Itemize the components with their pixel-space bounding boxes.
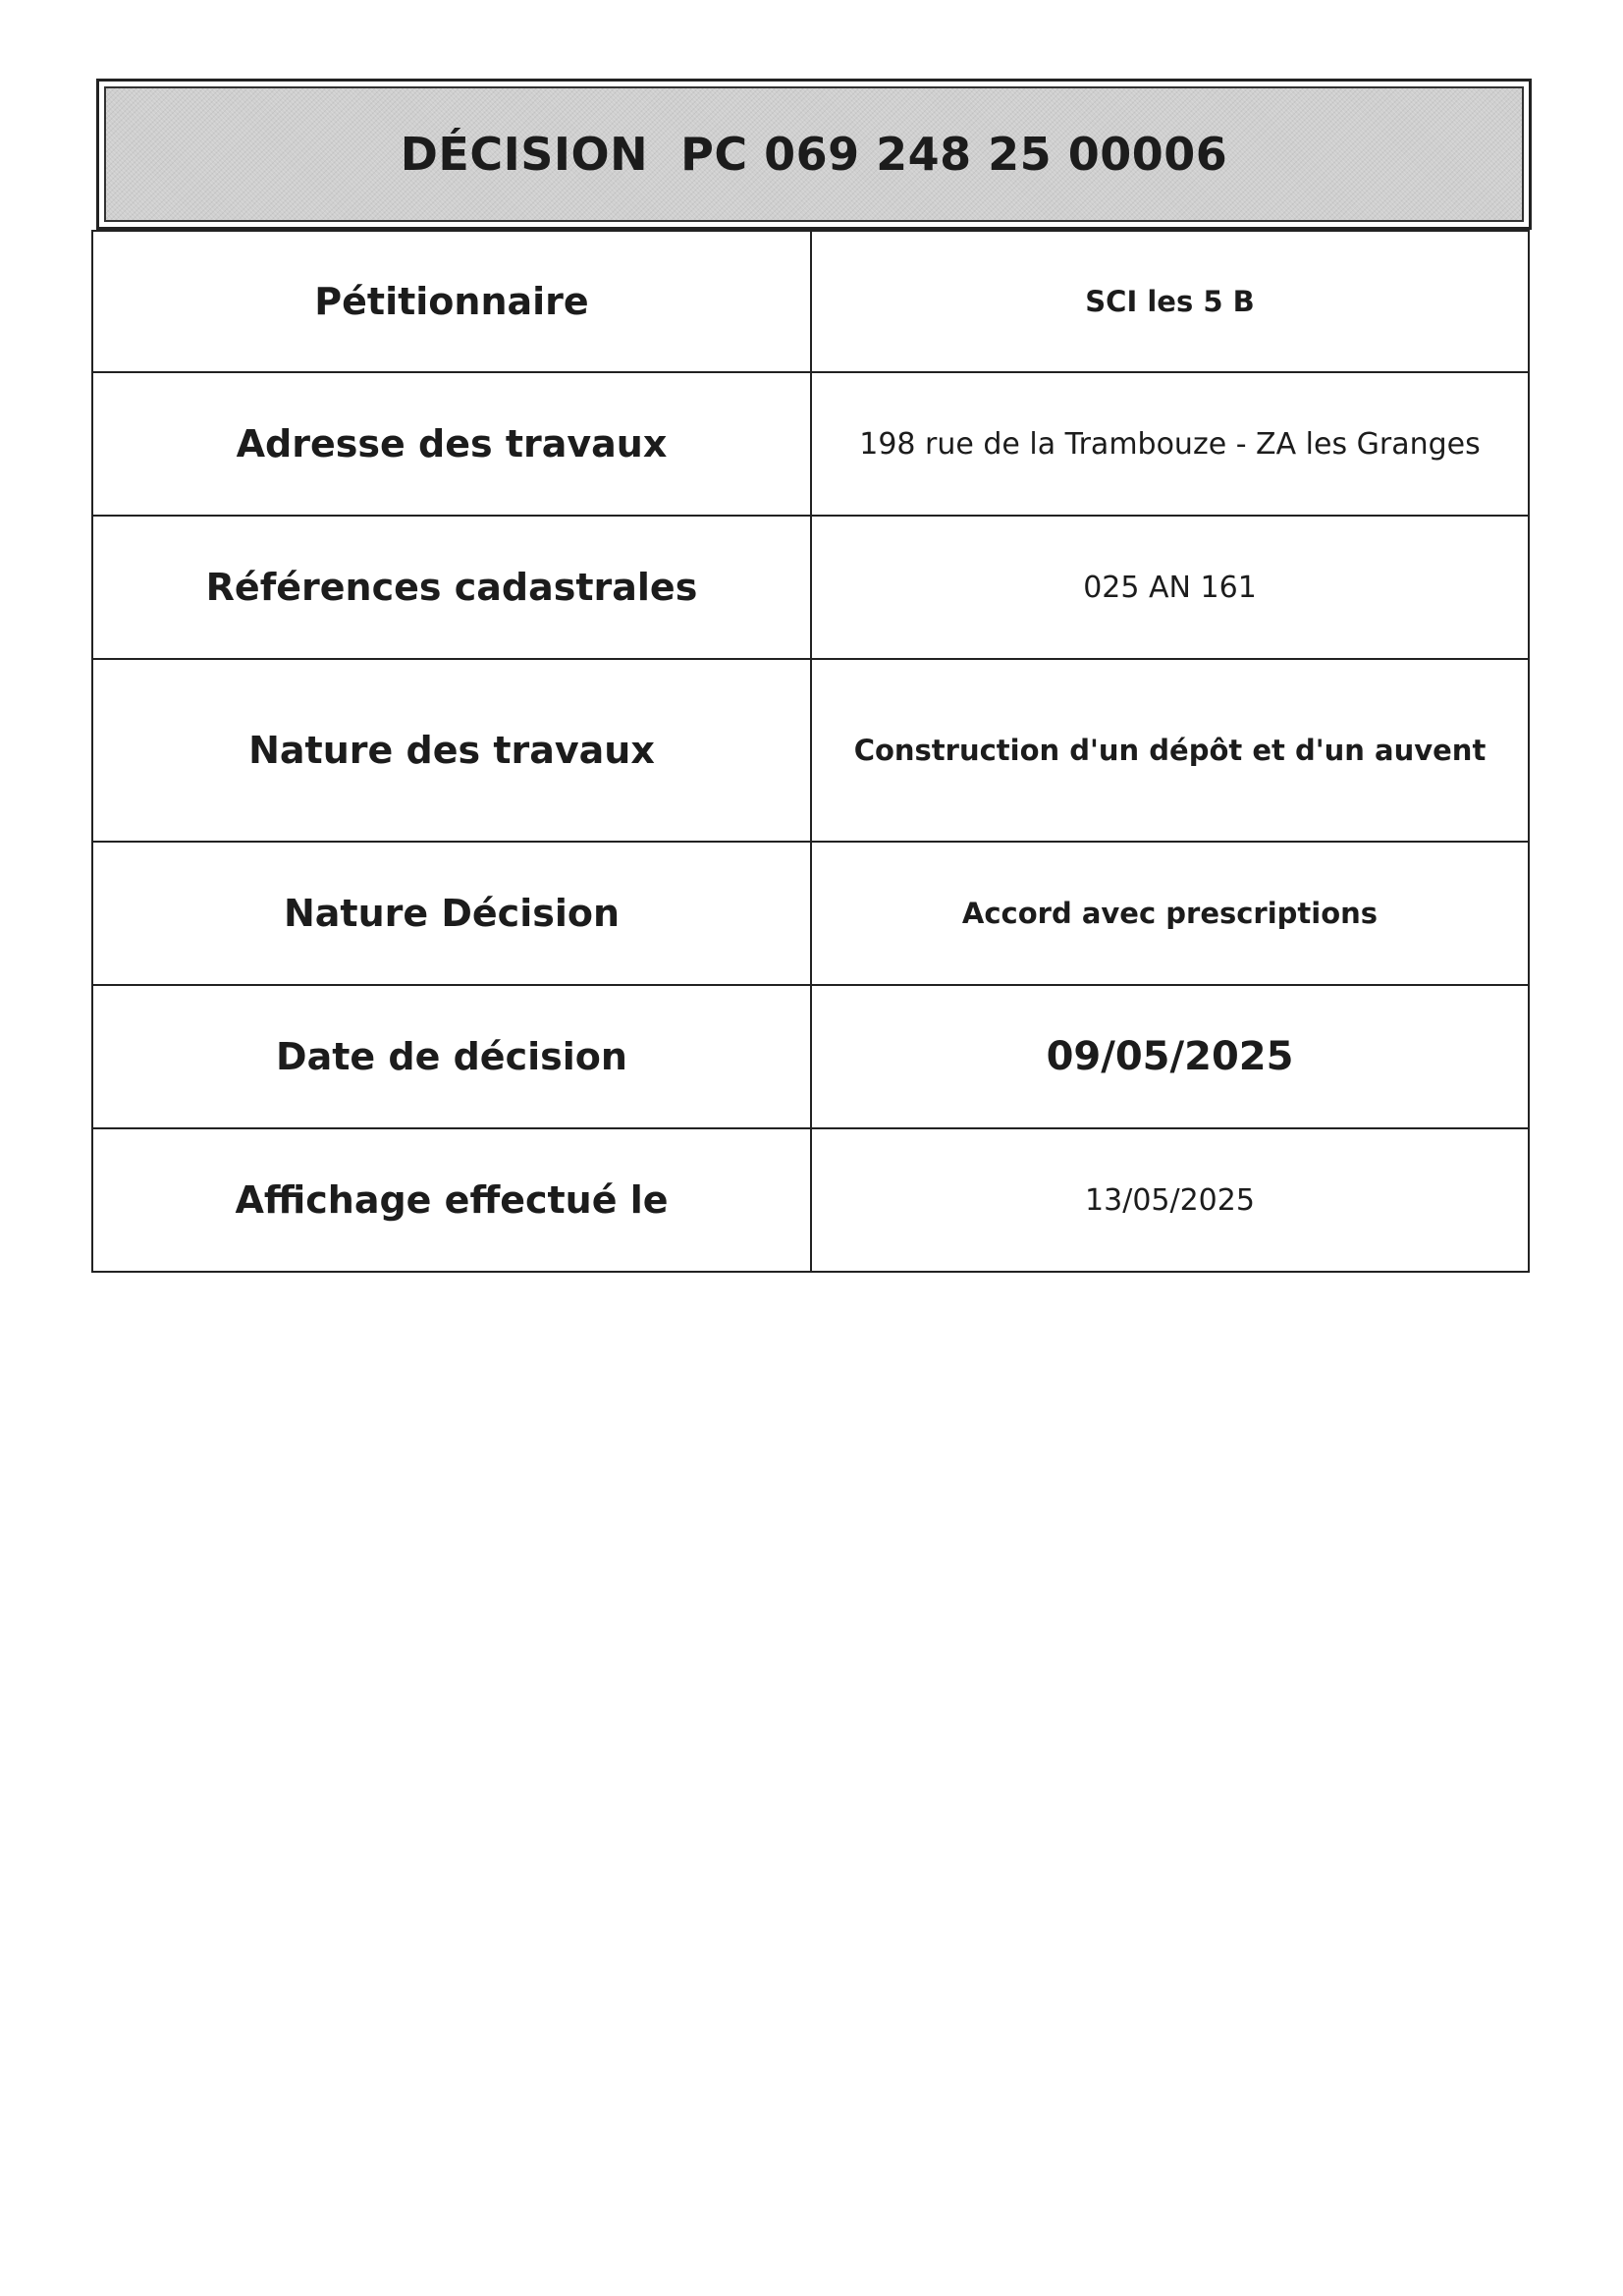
value-petitionnaire: SCI les 5 B [811, 231, 1529, 372]
label-nature-travaux: Nature des travaux [92, 659, 811, 842]
label-nature-decision: Nature Décision [92, 842, 811, 985]
value-affichage: 13/05/2025 [811, 1128, 1529, 1272]
label-references-cadastrales: Références cadastrales [92, 516, 811, 659]
table-row-nature-travaux [92, 659, 1529, 842]
decision-header-box [96, 79, 1532, 230]
decision-title: DÉCISION PC 069 248 25 00006 [400, 128, 1228, 181]
decision-header-band [104, 86, 1524, 222]
value-nature-travaux: Construction d'un dépôt et d'un auvent [811, 659, 1529, 842]
label-adresse-travaux: Adresse des travaux [92, 372, 811, 516]
table-row-petitionnaire [92, 231, 1529, 372]
table-row-references [92, 516, 1529, 659]
decision-info-table [91, 230, 1530, 1273]
value-adresse-travaux: 198 rue de la Trambouze - ZA les Granges [811, 372, 1529, 516]
value-date-decision: 09/05/2025 [811, 985, 1529, 1128]
table-row-nature-decision [92, 842, 1529, 985]
table-row-adresse [92, 372, 1529, 516]
label-date-decision: Date de décision [92, 985, 811, 1128]
table-row-date-decision [92, 985, 1529, 1128]
table-row-affichage [92, 1128, 1529, 1272]
value-references-cadastrales: 025 AN 161 [811, 516, 1529, 659]
label-petitionnaire: Pétitionnaire [92, 231, 811, 372]
label-affichage: Affichage effectué le [92, 1128, 811, 1272]
value-nature-decision: Accord avec prescriptions [811, 842, 1529, 985]
